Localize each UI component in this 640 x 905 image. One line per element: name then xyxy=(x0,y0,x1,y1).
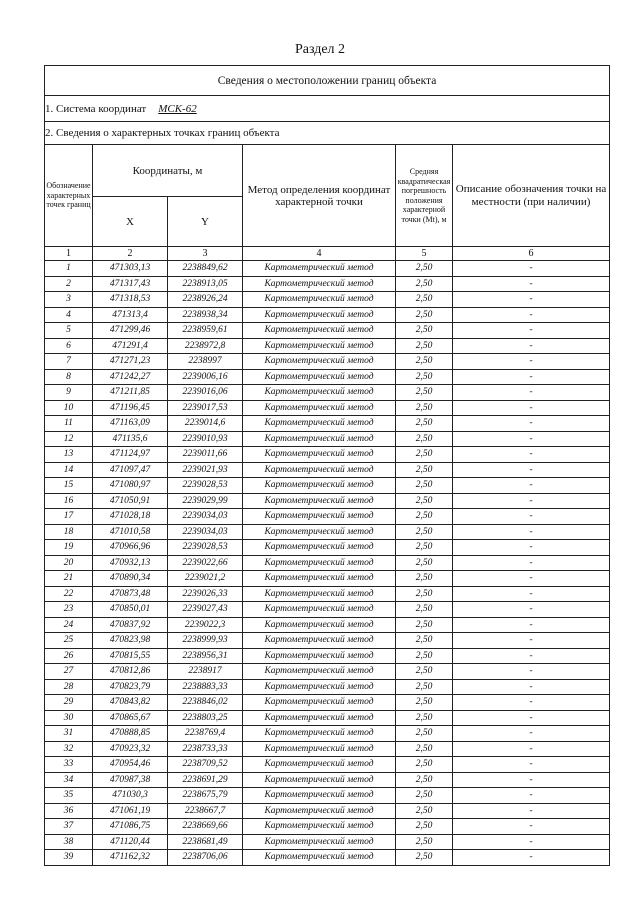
method: Картометрический метод xyxy=(243,571,396,587)
method: Картометрический метод xyxy=(243,710,396,726)
coord-x: 471124,97 xyxy=(93,447,168,463)
table-row xyxy=(45,726,610,742)
coord-y: 2239029,99 xyxy=(168,493,243,509)
description: - xyxy=(453,710,610,726)
coord-y: 2239011,66 xyxy=(168,447,243,463)
method: Картометрический метод xyxy=(243,555,396,571)
table-row xyxy=(45,555,610,571)
table-row xyxy=(45,307,610,323)
table-row xyxy=(45,586,610,602)
point-number: 35 xyxy=(45,788,93,804)
coord-y: 2238691,29 xyxy=(168,772,243,788)
mt-value: 2,50 xyxy=(396,571,453,587)
coord-x: 471061,19 xyxy=(93,803,168,819)
coord-x: 471097,47 xyxy=(93,462,168,478)
mt-value: 2,50 xyxy=(396,555,453,571)
mt-value: 2,50 xyxy=(396,540,453,556)
coord-x: 470873,48 xyxy=(93,586,168,602)
coord-y: 2238681,49 xyxy=(168,834,243,850)
table-row xyxy=(45,617,610,633)
description: - xyxy=(453,679,610,695)
point-number: 3 xyxy=(45,292,93,308)
point-number: 25 xyxy=(45,633,93,649)
coord-y: 2238917 xyxy=(168,664,243,680)
method: Картометрический метод xyxy=(243,261,396,277)
mt-value: 2,50 xyxy=(396,478,453,494)
point-number: 27 xyxy=(45,664,93,680)
page-title: Раздел 2 xyxy=(294,42,346,57)
method: Картометрический метод xyxy=(243,462,396,478)
point-number: 31 xyxy=(45,726,93,742)
column-number: 3 xyxy=(168,247,243,261)
coord-x: 470987,38 xyxy=(93,772,168,788)
point-number: 14 xyxy=(45,462,93,478)
mt-value: 2,50 xyxy=(396,493,453,509)
table-row xyxy=(45,633,610,649)
table-row xyxy=(45,447,610,463)
coordinate-system-value: МСК-62 xyxy=(158,102,197,115)
description: - xyxy=(453,617,610,633)
column-number: 1 xyxy=(45,247,93,261)
coord-x: 471299,46 xyxy=(93,323,168,339)
coord-y: 2239016,06 xyxy=(168,385,243,401)
method: Картометрический метод xyxy=(243,276,396,292)
method: Картометрический метод xyxy=(243,524,396,540)
description: - xyxy=(453,354,610,370)
table-row xyxy=(45,261,610,277)
coord-x: 471211,85 xyxy=(93,385,168,401)
method: Картометрический метод xyxy=(243,679,396,695)
coord-y: 2238733,33 xyxy=(168,741,243,757)
header-description: Описание обозначения точки на местности (при наличии) xyxy=(453,145,610,247)
mt-value: 2,50 xyxy=(396,524,453,540)
mt-value: 2,50 xyxy=(396,741,453,757)
description: - xyxy=(453,633,610,649)
mt-value: 2,50 xyxy=(396,602,453,618)
description: - xyxy=(453,478,610,494)
mt-value: 2,50 xyxy=(396,788,453,804)
method: Картометрический метод xyxy=(243,726,396,742)
point-number: 6 xyxy=(45,338,93,354)
point-number: 24 xyxy=(45,617,93,633)
coord-y: 2238883,33 xyxy=(168,679,243,695)
coord-x: 471313,4 xyxy=(93,307,168,323)
coord-x: 471317,43 xyxy=(93,276,168,292)
description: - xyxy=(453,726,610,742)
description: - xyxy=(453,462,610,478)
point-number: 23 xyxy=(45,602,93,618)
coord-y: 2238849,62 xyxy=(168,261,243,277)
table-row xyxy=(45,648,610,664)
point-number: 7 xyxy=(45,354,93,370)
mt-value: 2,50 xyxy=(396,726,453,742)
coord-x: 470954,46 xyxy=(93,757,168,773)
method: Картометрический метод xyxy=(243,323,396,339)
method: Картометрический метод xyxy=(243,602,396,618)
table-row xyxy=(45,354,610,370)
table-row xyxy=(45,695,610,711)
table-row xyxy=(45,292,610,308)
mt-value: 2,50 xyxy=(396,664,453,680)
header-method: Метод определения координат характерной точки xyxy=(243,145,396,247)
coord-y: 2239022,66 xyxy=(168,555,243,571)
boundary-points-table xyxy=(44,65,610,866)
point-number: 1 xyxy=(45,261,93,277)
column-number: 5 xyxy=(396,247,453,261)
point-number: 11 xyxy=(45,416,93,432)
mt-value: 2,50 xyxy=(396,617,453,633)
description: - xyxy=(453,385,610,401)
description: - xyxy=(453,369,610,385)
method: Картометрический метод xyxy=(243,478,396,494)
mt-value: 2,50 xyxy=(396,338,453,354)
description: - xyxy=(453,850,610,866)
mt-value: 2,50 xyxy=(396,509,453,525)
coord-x: 471080,97 xyxy=(93,478,168,494)
coord-x: 471010,58 xyxy=(93,524,168,540)
mt-value: 2,50 xyxy=(396,679,453,695)
table-row xyxy=(45,431,610,447)
mt-value: 2,50 xyxy=(396,354,453,370)
mt-value: 2,50 xyxy=(396,819,453,835)
table-row xyxy=(45,540,610,556)
description: - xyxy=(453,261,610,277)
coord-x: 471028,18 xyxy=(93,509,168,525)
coord-x: 470823,98 xyxy=(93,633,168,649)
coord-y: 2238959,61 xyxy=(168,323,243,339)
description: - xyxy=(453,571,610,587)
coord-y: 2239034,03 xyxy=(168,524,243,540)
description: - xyxy=(453,416,610,432)
description: - xyxy=(453,493,610,509)
table-row xyxy=(45,524,610,540)
description: - xyxy=(453,307,610,323)
points-heading: 2. Сведения о характерных точках границ объекта xyxy=(45,122,610,145)
mt-value: 2,50 xyxy=(396,633,453,649)
description: - xyxy=(453,555,610,571)
header-coordinates: Координаты, м xyxy=(93,145,243,197)
coord-y: 2239022,3 xyxy=(168,617,243,633)
coord-y: 2238938,34 xyxy=(168,307,243,323)
coord-x: 471318,53 xyxy=(93,292,168,308)
coord-y: 2239021,2 xyxy=(168,571,243,587)
point-number: 16 xyxy=(45,493,93,509)
table-row xyxy=(45,462,610,478)
table-row xyxy=(45,493,610,509)
description: - xyxy=(453,276,610,292)
description: - xyxy=(453,323,610,339)
method: Картометрический метод xyxy=(243,509,396,525)
mt-value: 2,50 xyxy=(396,586,453,602)
coord-y: 2238956,31 xyxy=(168,648,243,664)
coord-y: 2239028,53 xyxy=(168,478,243,494)
column-number: 4 xyxy=(243,247,396,261)
mt-value: 2,50 xyxy=(396,710,453,726)
table-row xyxy=(45,710,610,726)
description: - xyxy=(453,819,610,835)
point-number: 13 xyxy=(45,447,93,463)
description: - xyxy=(453,447,610,463)
mt-value: 2,50 xyxy=(396,648,453,664)
description: - xyxy=(453,509,610,525)
coord-y: 2238709,52 xyxy=(168,757,243,773)
coord-y: 2239028,53 xyxy=(168,540,243,556)
column-number: 2 xyxy=(93,247,168,261)
coord-x: 471135,6 xyxy=(93,431,168,447)
method: Картометрический метод xyxy=(243,617,396,633)
coord-y: 2239034,03 xyxy=(168,509,243,525)
point-number: 30 xyxy=(45,710,93,726)
table-row xyxy=(45,741,610,757)
coord-y: 2238997 xyxy=(168,354,243,370)
table-row xyxy=(45,772,610,788)
method: Картометрический метод xyxy=(243,447,396,463)
method: Картометрический метод xyxy=(243,493,396,509)
table-row xyxy=(45,664,610,680)
table-row xyxy=(45,834,610,850)
description: - xyxy=(453,602,610,618)
mt-value: 2,50 xyxy=(396,276,453,292)
table-row xyxy=(45,757,610,773)
mt-value: 2,50 xyxy=(396,803,453,819)
mt-value: 2,50 xyxy=(396,757,453,773)
mt-value: 2,50 xyxy=(396,447,453,463)
description: - xyxy=(453,803,610,819)
mt-value: 2,50 xyxy=(396,261,453,277)
coord-y: 2238675,79 xyxy=(168,788,243,804)
description: - xyxy=(453,524,610,540)
mt-value: 2,50 xyxy=(396,695,453,711)
coord-x: 470815,55 xyxy=(93,648,168,664)
coord-x: 470890,34 xyxy=(93,571,168,587)
point-number: 34 xyxy=(45,772,93,788)
coord-x: 470966,96 xyxy=(93,540,168,556)
point-number: 9 xyxy=(45,385,93,401)
coord-x: 470823,79 xyxy=(93,679,168,695)
method: Картометрический метод xyxy=(243,431,396,447)
coord-x: 470812,86 xyxy=(93,664,168,680)
table-row xyxy=(45,571,610,587)
point-number: 5 xyxy=(45,323,93,339)
coord-y: 2238846,02 xyxy=(168,695,243,711)
coord-x: 471271,23 xyxy=(93,354,168,370)
method: Картометрический метод xyxy=(243,695,396,711)
method: Картометрический метод xyxy=(243,834,396,850)
point-number: 39 xyxy=(45,850,93,866)
coord-x: 471303,13 xyxy=(93,261,168,277)
table-row xyxy=(45,276,610,292)
description: - xyxy=(453,772,610,788)
method: Картометрический метод xyxy=(243,540,396,556)
coord-y: 2238913,05 xyxy=(168,276,243,292)
description: - xyxy=(453,834,610,850)
method: Картометрический метод xyxy=(243,757,396,773)
coord-x: 471050,91 xyxy=(93,493,168,509)
coord-x: 471242,27 xyxy=(93,369,168,385)
mt-value: 2,50 xyxy=(396,834,453,850)
coord-x: 470850,01 xyxy=(93,602,168,618)
coord-y: 2239026,33 xyxy=(168,586,243,602)
point-number: 33 xyxy=(45,757,93,773)
description: - xyxy=(453,741,610,757)
description: - xyxy=(453,586,610,602)
point-number: 20 xyxy=(45,555,93,571)
method: Картометрический метод xyxy=(243,292,396,308)
point-number: 4 xyxy=(45,307,93,323)
mt-value: 2,50 xyxy=(396,292,453,308)
coord-x: 471291,4 xyxy=(93,338,168,354)
header-designation: Обозначение характерных точек границ xyxy=(45,145,93,247)
coord-x: 470932,13 xyxy=(93,555,168,571)
point-number: 28 xyxy=(45,679,93,695)
method: Картометрический метод xyxy=(243,633,396,649)
point-number: 12 xyxy=(45,431,93,447)
description: - xyxy=(453,400,610,416)
point-number: 22 xyxy=(45,586,93,602)
coord-x: 471163,09 xyxy=(93,416,168,432)
table-row xyxy=(45,369,610,385)
point-number: 38 xyxy=(45,834,93,850)
table-row xyxy=(45,385,610,401)
point-number: 15 xyxy=(45,478,93,494)
coord-y: 2239010,93 xyxy=(168,431,243,447)
coord-y: 2239014,6 xyxy=(168,416,243,432)
table-row xyxy=(45,338,610,354)
coord-y: 2239027,43 xyxy=(168,602,243,618)
method: Картометрический метод xyxy=(243,803,396,819)
description: - xyxy=(453,431,610,447)
table-row xyxy=(45,850,610,866)
coord-x: 470837,92 xyxy=(93,617,168,633)
coordinate-system-label: 1. Система координат xyxy=(45,102,147,115)
table-row xyxy=(45,803,610,819)
header-y: Y xyxy=(168,197,243,247)
column-numbers-row xyxy=(45,247,610,261)
table-row xyxy=(45,788,610,804)
mt-value: 2,50 xyxy=(396,416,453,432)
method: Картометрический метод xyxy=(243,664,396,680)
method: Картометрический метод xyxy=(243,741,396,757)
method: Картометрический метод xyxy=(243,307,396,323)
coord-y: 2238706,06 xyxy=(168,850,243,866)
point-number: 18 xyxy=(45,524,93,540)
table-row xyxy=(45,819,610,835)
header-mt: Средняя квадратическая погрешность положения характерной точки (Mt), м xyxy=(396,145,453,247)
table-row xyxy=(45,602,610,618)
point-number: 36 xyxy=(45,803,93,819)
description: - xyxy=(453,338,610,354)
coord-x: 471120,44 xyxy=(93,834,168,850)
coord-y: 2238669,66 xyxy=(168,819,243,835)
description: - xyxy=(453,788,610,804)
table-row xyxy=(45,416,610,432)
mt-value: 2,50 xyxy=(396,323,453,339)
coord-y: 2239017,53 xyxy=(168,400,243,416)
mt-value: 2,50 xyxy=(396,850,453,866)
mt-value: 2,50 xyxy=(396,462,453,478)
point-number: 21 xyxy=(45,571,93,587)
method: Картометрический метод xyxy=(243,369,396,385)
coord-x: 471162,32 xyxy=(93,850,168,866)
method: Картометрический метод xyxy=(243,850,396,866)
mt-value: 2,50 xyxy=(396,400,453,416)
coord-y: 2238999,93 xyxy=(168,633,243,649)
point-number: 2 xyxy=(45,276,93,292)
method: Картометрический метод xyxy=(243,819,396,835)
method: Картометрический метод xyxy=(243,400,396,416)
method: Картометрический метод xyxy=(243,586,396,602)
description: - xyxy=(453,757,610,773)
coord-y: 2238803,25 xyxy=(168,710,243,726)
coord-y: 2238926,24 xyxy=(168,292,243,308)
table-row xyxy=(45,323,610,339)
mt-value: 2,50 xyxy=(396,369,453,385)
method: Картометрический метод xyxy=(243,338,396,354)
table-row xyxy=(45,509,610,525)
method: Картометрический метод xyxy=(243,648,396,664)
method: Картометрический метод xyxy=(243,354,396,370)
point-number: 19 xyxy=(45,540,93,556)
point-number: 10 xyxy=(45,400,93,416)
mt-value: 2,50 xyxy=(396,772,453,788)
table-row xyxy=(45,478,610,494)
mt-value: 2,50 xyxy=(396,431,453,447)
description: - xyxy=(453,540,610,556)
point-number: 8 xyxy=(45,369,93,385)
description: - xyxy=(453,648,610,664)
point-number: 26 xyxy=(45,648,93,664)
coord-x: 470923,32 xyxy=(93,741,168,757)
coord-y: 2239021,93 xyxy=(168,462,243,478)
point-number: 17 xyxy=(45,509,93,525)
coord-x: 471030,3 xyxy=(93,788,168,804)
description: - xyxy=(453,664,610,680)
point-number: 37 xyxy=(45,819,93,835)
point-number: 29 xyxy=(45,695,93,711)
point-number: 32 xyxy=(45,741,93,757)
mt-value: 2,50 xyxy=(396,385,453,401)
coord-y: 2239006,16 xyxy=(168,369,243,385)
coord-x: 470865,67 xyxy=(93,710,168,726)
column-number: 6 xyxy=(453,247,610,261)
method: Картометрический метод xyxy=(243,772,396,788)
coord-y: 2238769,4 xyxy=(168,726,243,742)
coord-x: 470888,85 xyxy=(93,726,168,742)
method: Картометрический метод xyxy=(243,416,396,432)
coord-x: 471196,45 xyxy=(93,400,168,416)
description: - xyxy=(453,292,610,308)
coord-x: 470843,82 xyxy=(93,695,168,711)
table-row xyxy=(45,400,610,416)
description: - xyxy=(453,695,610,711)
method: Картометрический метод xyxy=(243,385,396,401)
coord-x: 471086,75 xyxy=(93,819,168,835)
mt-value: 2,50 xyxy=(396,307,453,323)
table-row xyxy=(45,679,610,695)
coord-y: 2238667,7 xyxy=(168,803,243,819)
coordinate-system-row xyxy=(45,96,610,122)
coord-y: 2238972,8 xyxy=(168,338,243,354)
method: Картометрический метод xyxy=(243,788,396,804)
section-title: Сведения о местоположении границ объекта xyxy=(45,66,610,96)
header-x: X xyxy=(93,197,168,247)
